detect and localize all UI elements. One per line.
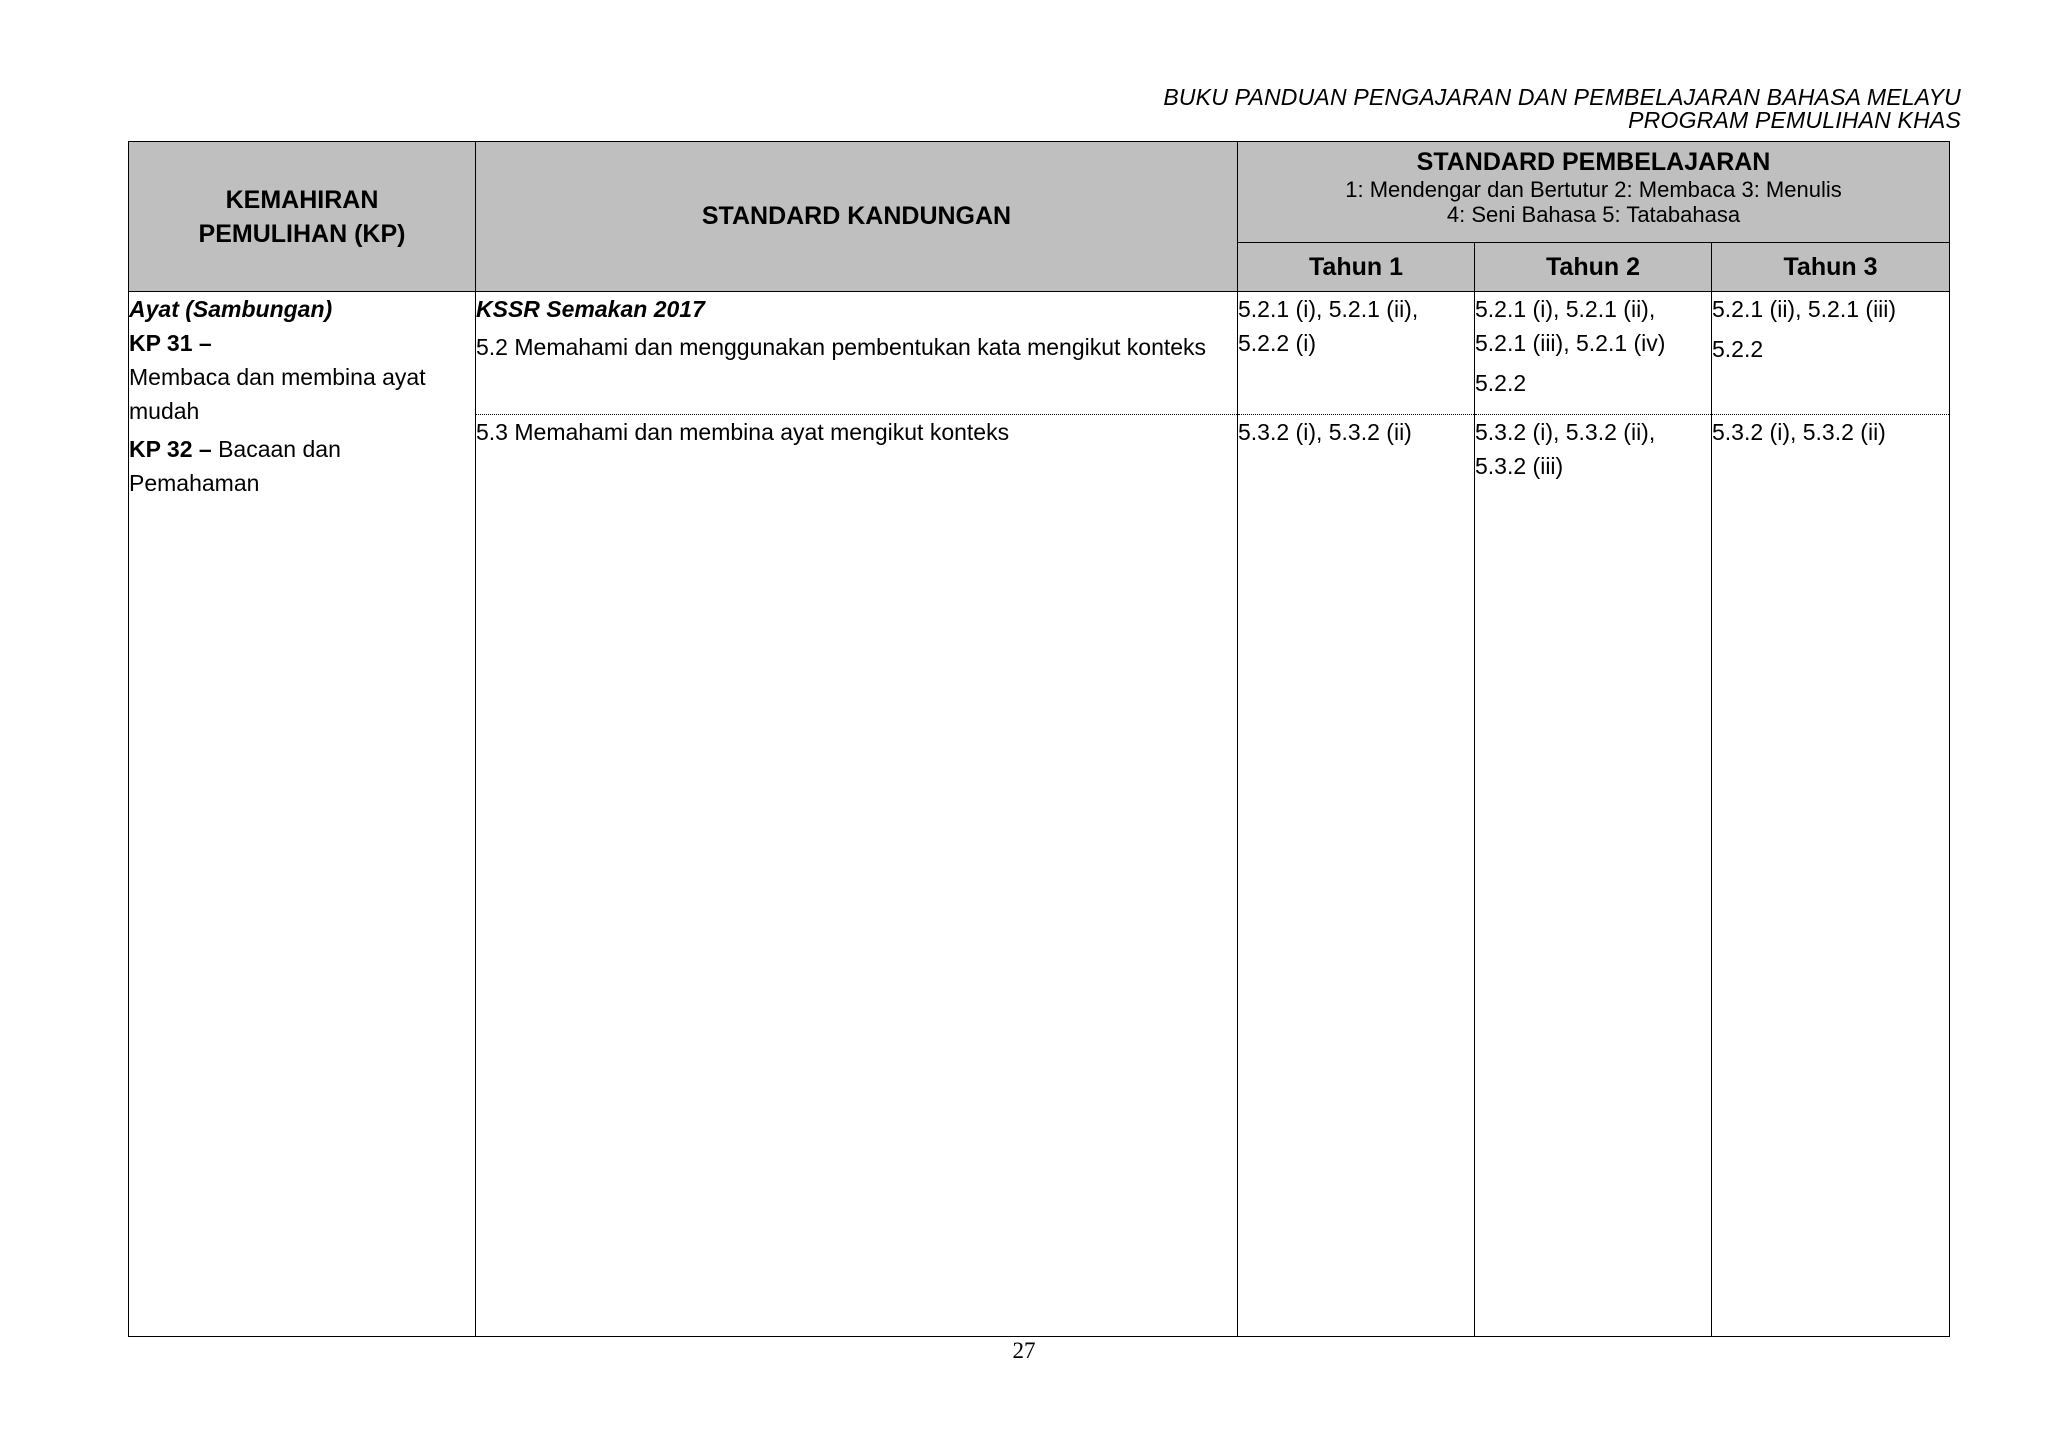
- tahun2-cell-row-2: [1475, 415, 1712, 1337]
- tahun2-row1-item: 5.2.1 (i), 5.2.1 (ii), 5.2.1 (iii), 5.2.1 (iv): [1475, 296, 1666, 356]
- header-tahun-2: Tahun 2: [1475, 243, 1712, 292]
- header-kp-line-1: KEMAHIRAN: [225, 185, 379, 214]
- sk-cell-row-1: [476, 292, 1238, 415]
- header-tahun-3: Tahun 3: [1712, 243, 1950, 292]
- kp31-text: Membaca dan membina ayat mudah: [129, 364, 426, 424]
- header-kp-line-2: PEMULIHAN (KP): [198, 219, 406, 248]
- document-header: [1163, 86, 1961, 132]
- tahun1-row1-item: 5.2.1 (i), 5.2.1 (ii), 5.2.2 (i): [1238, 296, 1419, 356]
- tahun3-cell-row-2: [1712, 415, 1950, 1337]
- tahun2-row2-item: 5.3.2 (i), 5.3.2 (ii), 5.3.2 (iii): [1475, 419, 1656, 479]
- kp32-text: Bacaan dan Pemahaman: [129, 436, 341, 496]
- tahun1-cell-row-1: [1238, 292, 1475, 415]
- kp31-label: KP 31 –: [129, 330, 212, 356]
- tahun2-row1-item: 5.2.2: [1475, 370, 1527, 396]
- sk-cell-row-2: [476, 415, 1238, 1337]
- tahun3-row2-item: 5.3.2 (i), 5.3.2 (ii): [1712, 419, 1886, 445]
- header-line-1: BUKU PANDUAN PENGAJARAN DAN PEMBELAJARAN BAHASA MELAYU: [1163, 84, 1961, 110]
- tahun3-row1-item: 5.2.1 (ii), 5.2.1 (iii): [1712, 296, 1897, 322]
- kp-cell: [129, 292, 476, 1337]
- tahun3-cell-row-1: [1712, 292, 1950, 415]
- sp-legend-line-1: 1: Mendengar dan Bertutur 2: Membaca 3: Menulis: [1345, 177, 1842, 202]
- curriculum-table: [128, 141, 1950, 1337]
- header-standard-pembelajaran: [1238, 142, 1950, 243]
- table-row: [129, 292, 1950, 415]
- sk-item-5-2: 5.2 Memahami dan menggunakan pembentukan kata mengikut konteks: [476, 334, 1207, 360]
- sp-title: STANDARD PEMBELAJARAN: [1416, 148, 1771, 176]
- sp-legend-line-2: 4: Seni Bahasa 5: Tatabahasa: [1446, 202, 1741, 227]
- tahun3-row1-item: 5.2.2: [1712, 336, 1764, 362]
- tahun1-cell-row-2: [1238, 415, 1475, 1337]
- header-kemahiran-pemulihan: [129, 142, 476, 292]
- sk-item-5-3: 5.3 Memahami dan membina ayat mengikut konteks: [476, 419, 1010, 445]
- header-line-2: PROGRAM PEMULIHAN KHAS: [1628, 107, 1961, 133]
- tahun2-cell-row-1: [1475, 292, 1712, 415]
- header-tahun-1: Tahun 1: [1238, 243, 1475, 292]
- kp32-label: KP 32 –: [129, 436, 212, 462]
- sk-title: KSSR Semakan 2017: [476, 296, 705, 322]
- header-standard-kandungan: STANDARD KANDUNGAN: [476, 142, 1238, 292]
- kp-topic: Ayat (Sambungan): [129, 296, 333, 322]
- page-number: 27: [1012, 1338, 1036, 1363]
- tahun1-row2-item: 5.3.2 (i), 5.3.2 (ii): [1238, 419, 1412, 445]
- kp32: [129, 432, 475, 500]
